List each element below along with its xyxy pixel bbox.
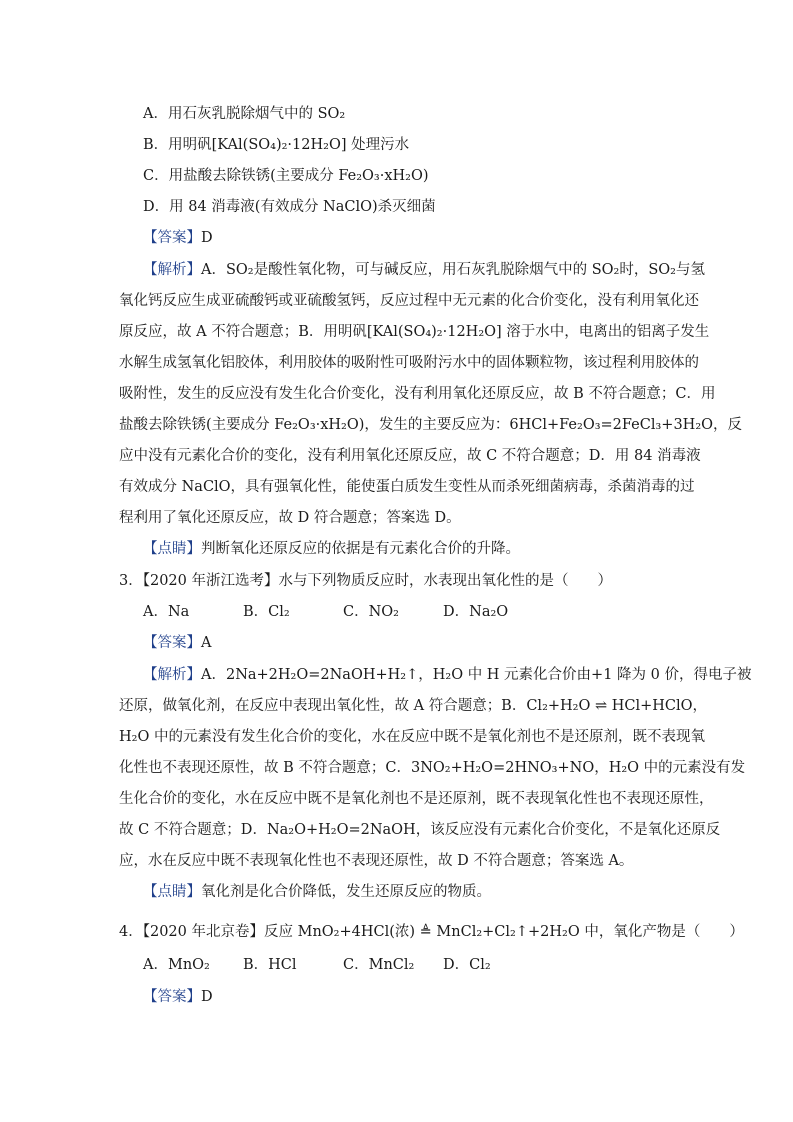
answer-tag: 【答案】 — [143, 635, 201, 651]
q2-answer — [143, 228, 213, 248]
q2-analysis-line — [143, 260, 705, 280]
q3-stem: 3．【2020 年浙江选考】水与下列物质反应时，水表现出氧化性的是（ ） — [119, 573, 612, 589]
tip-text: 氧化剂是化合价降低，发生还原反应的物质。 — [201, 884, 491, 900]
q2-option-d: D．用 84 消毒液(有效成分 NaClO)杀灭细菌 — [143, 199, 436, 215]
q3-option-b: B．Cl₂ — [243, 604, 290, 620]
q2-option-c: C．用盐酸去除铁锈(主要成分 Fe₂O₃·xH₂O) — [143, 168, 429, 184]
tip-tag: 【点睛】 — [143, 884, 201, 900]
q3-analysis-line: 应，水在反应中既不表现氧化性也不表现还原性，故 D 不符合题意；答案选 A。 — [119, 853, 634, 869]
q3-analysis-line: 故 C 不符合题意；D．Na₂O+H₂O=2NaOH，该反应没有元素化合价变化，不是氧化还原反 — [119, 822, 721, 838]
q2-tip — [143, 539, 520, 559]
q2-analysis-line: 应中没有元素化合价的变化，没有利用氧化还原反应，故 C 不符合题意；D．用 84 消毒液 — [119, 448, 701, 464]
q2-analysis-line: 氧化钙反应生成亚硫酸钙或亚硫酸氢钙，反应过程中无元素的化合价变化，没有利用氧化还 — [119, 293, 699, 309]
q2-option-a: A．用石灰乳脱除烟气中的 SO₂ — [143, 106, 346, 122]
answer-tag: 【答案】 — [143, 230, 201, 246]
q4-answer — [143, 987, 213, 1007]
q3-analysis-line — [143, 665, 752, 685]
q2-analysis-line: 原反应，故 A 不符合题意；B．用明矾[KAl(SO₄)₂·12H₂O] 溶于水中，电离出的铝离子发生 — [119, 324, 710, 340]
tip-tag: 【点睛】 — [143, 541, 201, 557]
q2-option-b: B．用明矾[KAl(SO₄)₂·12H₂O] 处理污水 — [143, 137, 410, 153]
analysis-tag: 【解析】 — [143, 262, 201, 278]
q2-analysis-line: 水解生成氢氧化铝胶体，利用胶体的吸附性可吸附污水中的固体颗粒物，该过程利用胶体的 — [119, 355, 699, 371]
q3-option-a: A．Na — [143, 604, 190, 620]
q2-analysis-line: 盐酸去除铁锈(主要成分 Fe₂O₃·xH₂O)，发生的主要反应为：6HCl+Fe₂O₃=2FeCl₃+3H₂O，反 — [119, 417, 743, 433]
answer-value: D — [201, 989, 213, 1005]
q4-options — [143, 955, 543, 975]
q4-option-d: D．Cl₂ — [443, 957, 491, 973]
q3-answer — [143, 633, 211, 653]
q3-option-d: D．Na₂O — [443, 604, 509, 620]
analysis-tag: 【解析】 — [143, 667, 201, 683]
analysis-text: A．SO₂是酸性氧化物，可与碱反应，用石灰乳脱除烟气中的 SO₂时，SO₂与氢 — [201, 262, 705, 278]
tip-text: 判断氧化还原反应的依据是有元素化合价的升降。 — [201, 541, 520, 557]
q4-stem: 4．【2020 年北京卷】反应 MnO₂+4HCl(浓) ≜ MnCl₂+Cl₂↑+2H₂O 中，氧化产物是（ ） — [119, 924, 744, 940]
q4-option-b: B．HCl — [243, 957, 297, 973]
q3-option-c: C．NO₂ — [343, 604, 399, 620]
q2-analysis-line: 程利用了氧化还原反应，故 D 符合题意；答案选 D。 — [119, 510, 461, 526]
answer-value: D — [201, 230, 213, 246]
q4-option-a: A．MnO₂ — [143, 957, 210, 973]
answer-value: A — [201, 635, 212, 651]
answer-tag: 【答案】 — [143, 989, 201, 1005]
q4-option-c: C．MnCl₂ — [343, 957, 415, 973]
q2-analysis-line: 有效成分 NaClO，具有强氧化性，能使蛋白质发生变性从而杀死细菌病毒，杀菌消毒的过 — [119, 479, 695, 495]
q2-analysis-line: 吸附性，发生的反应没有发生化合价变化，没有利用氧化还原反应，故 B 不符合题意；C．用 — [119, 386, 716, 402]
q3-analysis-line: H₂O 中的元素没有发生化合价的变化，水在反应中既不是氧化剂也不是还原剂，既不表现氧 — [119, 729, 705, 745]
analysis-text: A．2Na+2H₂O=2NaOH+H₂↑，H₂O 中 H 元素化合价由+1 降为 0 价，得电子被 — [201, 667, 752, 683]
q3-analysis-line: 还原，做氧化剂，在反应中表现出氧化性，故 A 符合题意；B．Cl₂+H₂O ⇌ HCl+HClO， — [119, 698, 708, 714]
q3-analysis-line: 化性也不表现还原性，故 B 不符合题意；C．3NO₂+H₂O=2HNO₃+NO，H₂O 中的元素没有发 — [119, 760, 746, 776]
q3-options — [143, 602, 543, 622]
q3-analysis-line: 生化合价的变化，水在反应中既不是氧化剂也不是还原剂，既不表现氧化性也不表现还原性， — [119, 791, 714, 807]
q3-tip — [143, 882, 491, 902]
